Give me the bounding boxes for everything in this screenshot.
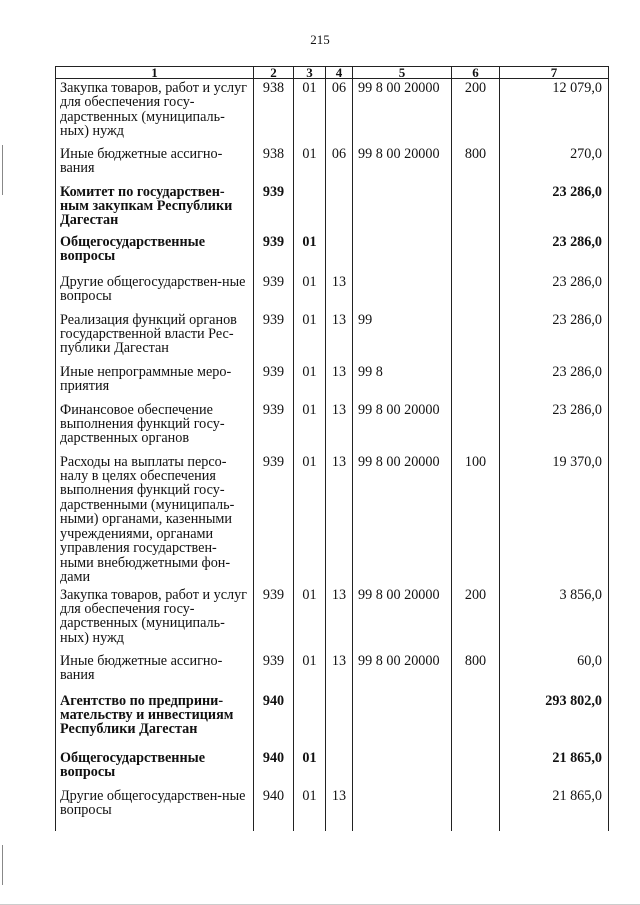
row-name: Другие общегосударствен-ные вопросы [56,787,254,831]
row-ministry: 939 [254,273,294,311]
budget-table [55,66,609,831]
row-section: 01 [294,233,326,273]
row-target [353,749,452,787]
row-amount: 270,0 [500,145,609,183]
row-name: Иные непрограммные меро-приятия [56,363,254,401]
row-ministry: 939 [254,586,294,652]
row-subsection [326,749,353,787]
row-amount: 21 865,0 [500,749,609,787]
row-subsection: 13 [326,311,353,363]
row-section: 01 [294,273,326,311]
budget-table-container [55,66,609,831]
row-target: 99 8 [353,363,452,401]
row-section: 01 [294,363,326,401]
row-amount: 3 856,0 [500,586,609,652]
row-target: 99 8 00 20000 [353,652,452,692]
row-subsection [326,183,353,233]
row-expense-type: 100 [452,453,500,586]
row-ministry: 938 [254,79,294,145]
row-expense-type: 200 [452,586,500,652]
row-amount: 12 079,0 [500,79,609,145]
row-expense-type [452,233,500,273]
header-col-7: 7 [500,67,609,79]
row-target [353,183,452,233]
row-subsection: 06 [326,145,353,183]
row-subsection: 06 [326,79,353,145]
row-amount: 60,0 [500,652,609,692]
header-col-4: 4 [326,67,353,79]
row-name: Агентство по предприни-мательству и инвестициям Республики Дагестан [56,692,254,749]
table-row [56,749,609,787]
table-row [56,183,609,233]
row-section: 01 [294,787,326,831]
row-expense-type [452,692,500,749]
scan-edge-mark [2,145,3,195]
row-section: 01 [294,401,326,453]
row-name: Иные бюджетные ассигно-вания [56,145,254,183]
table-row [56,363,609,401]
header-col-1: 1 [56,67,254,79]
row-subsection: 13 [326,363,353,401]
table-row [56,453,609,586]
table-header-row [56,67,609,79]
scan-edge-mark [2,845,3,885]
row-name: Комитет по государствен-ным закупкам Республики Дагестан [56,183,254,233]
row-section: 01 [294,311,326,363]
row-section [294,183,326,233]
row-ministry: 939 [254,401,294,453]
row-expense-type: 800 [452,145,500,183]
table-row [56,692,609,749]
row-name: Закупка товаров, работ и услуг для обеспечения госу-дарственных (муниципаль-ных) нужд [56,586,254,652]
row-target: 99 8 00 20000 [353,586,452,652]
row-subsection [326,692,353,749]
row-subsection: 13 [326,652,353,692]
row-target: 99 [353,311,452,363]
row-amount: 23 286,0 [500,363,609,401]
table-row [56,787,609,831]
row-target: 99 8 00 20000 [353,401,452,453]
row-subsection: 13 [326,586,353,652]
row-expense-type [452,273,500,311]
row-amount: 23 286,0 [500,233,609,273]
row-target: 99 8 00 20000 [353,79,452,145]
row-expense-type [452,311,500,363]
row-ministry: 940 [254,787,294,831]
row-section [294,692,326,749]
row-expense-type: 200 [452,79,500,145]
row-target [353,233,452,273]
table-row [56,273,609,311]
row-amount: 23 286,0 [500,183,609,233]
row-section: 01 [294,453,326,586]
row-subsection: 13 [326,273,353,311]
row-expense-type [452,363,500,401]
row-expense-type [452,749,500,787]
row-amount: 23 286,0 [500,401,609,453]
row-name: Общегосударственные вопросы [56,233,254,273]
row-target [353,692,452,749]
row-expense-type [452,401,500,453]
row-name: Финансовое обеспечение выполнения функций госу-дарственных органов [56,401,254,453]
row-ministry: 939 [254,233,294,273]
row-target: 99 8 00 20000 [353,453,452,586]
row-ministry: 939 [254,311,294,363]
row-ministry: 939 [254,363,294,401]
table-row [56,401,609,453]
row-section: 01 [294,586,326,652]
row-amount: 23 286,0 [500,273,609,311]
row-ministry: 939 [254,453,294,586]
row-name: Реализация функций органов государственной власти Рес-публики Дагестан [56,311,254,363]
header-col-5: 5 [353,67,452,79]
row-name: Иные бюджетные ассигно-вания [56,652,254,692]
row-subsection [326,233,353,273]
row-subsection: 13 [326,453,353,586]
row-amount: 23 286,0 [500,311,609,363]
row-expense-type: 800 [452,652,500,692]
header-col-2: 2 [254,67,294,79]
row-amount: 19 370,0 [500,453,609,586]
row-section: 01 [294,749,326,787]
row-ministry: 939 [254,183,294,233]
row-ministry: 940 [254,692,294,749]
row-section: 01 [294,145,326,183]
page-number: 215 [310,32,330,47]
row-name: Закупка товаров, работ и услуг для обеспечения госу-дарственных (муниципаль-ных) нужд [56,79,254,145]
row-expense-type [452,183,500,233]
row-target [353,787,452,831]
table-row [56,79,609,145]
row-target [353,273,452,311]
row-ministry: 938 [254,145,294,183]
row-amount: 293 802,0 [500,692,609,749]
table-row [56,586,609,652]
row-subsection: 13 [326,787,353,831]
row-subsection: 13 [326,401,353,453]
row-amount: 21 865,0 [500,787,609,831]
row-ministry: 939 [254,652,294,692]
table-row [56,233,609,273]
row-section: 01 [294,79,326,145]
table-row [56,311,609,363]
row-target: 99 8 00 20000 [353,145,452,183]
row-expense-type [452,787,500,831]
row-name: Общегосударственные вопросы [56,749,254,787]
row-name: Расходы на выплаты персо-налу в целях обеспечения выполнения функций госу-дарственными (муниципаль-ными) органами, казенными учреждениями, органами управления государствен-ными внебюджетными фон-дами [56,453,254,586]
row-name: Другие общегосударствен-ные вопросы [56,273,254,311]
row-section: 01 [294,652,326,692]
table-row [56,145,609,183]
table-row [56,652,609,692]
row-ministry: 940 [254,749,294,787]
header-col-3: 3 [294,67,326,79]
header-col-6: 6 [452,67,500,79]
